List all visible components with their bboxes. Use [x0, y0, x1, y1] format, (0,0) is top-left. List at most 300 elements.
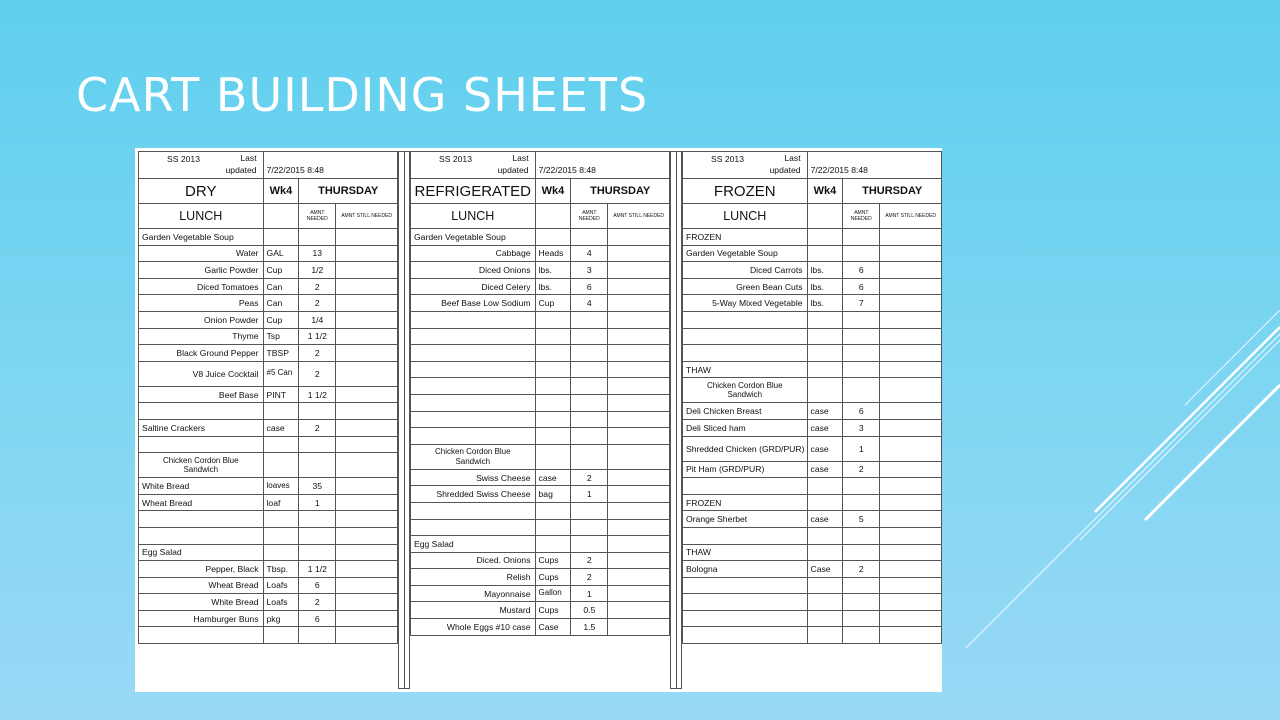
item-name-cell: White Bread: [139, 478, 264, 494]
amount-needed-cell: [843, 312, 880, 328]
sheet-title-row: [410, 178, 670, 203]
item-name-cell: Diced Carrots: [683, 262, 808, 278]
item-name-cell: [139, 437, 264, 453]
amount-needed-cell: [299, 403, 336, 419]
unit-text: lbs.: [538, 281, 552, 292]
amount-needed-cell: [571, 503, 608, 519]
cart-building-sheet: [135, 148, 942, 692]
table-row: [138, 419, 398, 436]
item-name-cell: Hamburger Buns: [139, 611, 264, 627]
item-name-cell: Bologna: [683, 561, 808, 577]
amount-still-needed-cell: [608, 602, 670, 618]
table-row: [682, 560, 942, 577]
table-row: [138, 610, 398, 627]
section-separator: [398, 151, 410, 689]
unit-cell: [536, 470, 572, 486]
unit-cell: [264, 627, 300, 643]
table-row: [410, 444, 670, 469]
unit-cell: [264, 545, 300, 561]
amount-still-needed-cell: [336, 437, 398, 453]
amount-needed-cell: 0.5: [571, 602, 608, 618]
amount-needed-cell: 6: [571, 279, 608, 295]
unit-cell: [536, 412, 572, 428]
amount-still-needed-cell: [608, 619, 670, 635]
item-name-cell: [683, 611, 808, 627]
amount-needed-cell: [571, 329, 608, 345]
amount-still-needed-cell: [336, 403, 398, 419]
unit-cell: [536, 362, 572, 378]
unit-cell: [264, 312, 300, 328]
table-row: [682, 527, 942, 544]
item-name-cell: Water: [139, 246, 264, 262]
unit-cell: [808, 262, 844, 278]
last-updated-label: [226, 153, 257, 176]
unit-text: Tbsp.: [266, 563, 289, 574]
amount-still-needed-cell: [336, 295, 398, 311]
table-row: [682, 626, 942, 644]
amount-needed-cell: [571, 395, 608, 411]
unit-text: case: [538, 472, 557, 483]
amount-needed-cell: 2: [299, 279, 336, 295]
amount-needed-cell: 1: [571, 586, 608, 602]
item-name-cell: [411, 312, 536, 328]
item-name-cell: Garden Vegetable Soup: [683, 246, 808, 262]
deco-line: [1095, 327, 1280, 512]
unit-cell: [264, 329, 300, 345]
amount-still-needed-cell: [880, 312, 942, 328]
unit-cell: [536, 246, 572, 262]
table-row: [410, 377, 670, 394]
amount-still-needed-cell: [608, 295, 670, 311]
amount-needed-cell: [843, 478, 880, 494]
item-name-cell: [411, 362, 536, 378]
amount-still-needed-cell: [608, 445, 670, 469]
item-name-cell: [683, 312, 808, 328]
item-name-cell: [411, 345, 536, 361]
table-row: [410, 278, 670, 295]
amount-needed-header: AMNT NEEDED: [299, 204, 336, 228]
amount-still-needed-cell: [880, 345, 942, 361]
table-row: [138, 560, 398, 577]
table-row: [410, 294, 670, 311]
item-name-cell: Wheat Bread: [139, 578, 264, 594]
amount-needed-cell: 2: [843, 561, 880, 577]
table-row: [410, 535, 670, 552]
amount-needed-cell: 1/4: [299, 312, 336, 328]
table-row: [410, 311, 670, 328]
unit-cell: [264, 594, 300, 610]
amount-still-needed-cell: [336, 528, 398, 544]
amount-still-needed-cell: [608, 378, 670, 394]
table-row: [682, 593, 942, 610]
table-row: [682, 245, 942, 262]
unit-cell: [264, 561, 300, 577]
storage-category-title: FROZEN: [683, 179, 808, 203]
item-name-cell: [139, 511, 264, 527]
column-header-row: [682, 203, 942, 228]
item-name-cell: Mayonnaise: [411, 586, 536, 602]
amount-still-needed-cell: [336, 594, 398, 610]
table-row: [682, 510, 942, 527]
amount-needed-cell: 6: [299, 578, 336, 594]
amount-still-needed-cell: [336, 229, 398, 245]
amount-still-needed-cell: [880, 495, 942, 511]
amount-needed-cell: 6: [843, 279, 880, 295]
deco-line: [966, 334, 1280, 648]
table-row: [410, 245, 670, 262]
table-row: [410, 261, 670, 278]
amount-needed-cell: [571, 378, 608, 394]
table-row: [682, 228, 942, 245]
unit-cell: [536, 345, 572, 361]
amount-needed-cell: [571, 345, 608, 361]
amount-needed-cell: [843, 246, 880, 262]
amount-needed-cell: 2: [571, 569, 608, 585]
amount-needed-cell: [843, 545, 880, 561]
unit-cell: [808, 594, 844, 610]
amount-needed-cell: [843, 528, 880, 544]
amount-still-needed-cell: [336, 453, 398, 477]
unit-cell: [536, 569, 572, 585]
unit-cell: [536, 395, 572, 411]
updated-date: 7/22/2015 8:48: [536, 152, 670, 178]
unit-cell: [808, 545, 844, 561]
column-header-row: [410, 203, 670, 228]
unit-cell: [264, 345, 300, 361]
item-name-cell: Chicken Cordon Blue Sandwich: [683, 378, 808, 402]
unit-cell: [264, 229, 300, 245]
table-row: [410, 469, 670, 486]
item-name-cell: Pit Ham (GRD/PUR): [683, 462, 808, 478]
amount-still-needed-cell: [608, 362, 670, 378]
item-name-cell: Pepper, Black: [139, 561, 264, 577]
meal-label: LUNCH: [683, 204, 808, 228]
unit-text: Case: [538, 621, 559, 632]
table-row: [138, 544, 398, 561]
item-name-cell: Relish: [411, 569, 536, 585]
unit-cell: [808, 279, 844, 295]
table-row: [410, 502, 670, 519]
week-label: Wk4: [536, 179, 572, 203]
amount-needed-cell: [571, 445, 608, 469]
item-name-cell: [683, 594, 808, 610]
amount-needed-cell: 2: [843, 462, 880, 478]
amount-still-needed-cell: [880, 420, 942, 436]
table-row: [138, 386, 398, 403]
amount-needed-cell: [299, 453, 336, 477]
unit-cell: [808, 495, 844, 511]
amount-still-needed-cell: [336, 545, 398, 561]
unit-text: case: [810, 406, 829, 417]
item-name-cell: Egg Salad: [411, 536, 536, 552]
unit-cell: [264, 495, 300, 511]
section-separator: [670, 151, 682, 689]
amount-still-needed-cell: [880, 462, 942, 478]
amount-still-needed-cell: [608, 246, 670, 262]
amount-still-needed-cell: [608, 520, 670, 536]
column-header-row: [138, 203, 398, 228]
amount-still-needed-cell: [336, 495, 398, 511]
last-updated-line: updated: [769, 165, 801, 175]
season-label: SS 2013: [167, 154, 200, 164]
amount-still-needed-cell: [608, 569, 670, 585]
unit-text: Loafs: [266, 597, 288, 608]
amount-needed-cell: [299, 545, 336, 561]
table-row: [682, 436, 942, 461]
amount-still-needed-cell: [608, 279, 670, 295]
sheet-grid: [138, 151, 939, 689]
deco-line: [1145, 385, 1280, 520]
table-row: [410, 344, 670, 361]
amount-still-needed-cell: [336, 345, 398, 361]
amount-needed-cell: [843, 594, 880, 610]
table-row: [682, 344, 942, 361]
amount-needed-cell: [571, 229, 608, 245]
amount-needed-cell: [843, 329, 880, 345]
item-name-cell: [683, 329, 808, 345]
last-updated-line: Last: [784, 153, 801, 164]
unit-cell: [264, 246, 300, 262]
unit-cell: [264, 478, 300, 494]
amount-needed-header: AMNT NEEDED: [843, 204, 880, 228]
item-name-cell: Wheat Bread: [139, 495, 264, 511]
unit-cell: [536, 279, 572, 295]
amount-still-needed-cell: [336, 246, 398, 262]
amount-still-needed-cell: [608, 395, 670, 411]
unit-cell: [264, 611, 300, 627]
amount-still-needed-cell: [336, 312, 398, 328]
unit-text: case: [810, 443, 829, 454]
amount-needed-cell: 13: [299, 246, 336, 262]
amount-still-needed-header: AMNT STILL NEEDED: [608, 204, 670, 228]
table-row: [410, 361, 670, 378]
amount-needed-cell: 1 1/2: [299, 329, 336, 345]
amount-still-needed-header: AMNT STILL NEEDED: [336, 204, 398, 228]
amount-needed-cell: 2: [299, 345, 336, 361]
unit-cell: [536, 262, 572, 278]
table-row: [138, 577, 398, 594]
table-row: [682, 261, 942, 278]
table-row: [138, 510, 398, 527]
amount-needed-cell: 1: [299, 495, 336, 511]
item-name-cell: Garlic Powder: [139, 262, 264, 278]
item-name-cell: Beef Base: [139, 387, 264, 403]
unit-cell: [264, 511, 300, 527]
meal-label: LUNCH: [139, 204, 264, 228]
unit-cell: [536, 378, 572, 394]
unit-text: Can: [266, 298, 283, 309]
amount-still-needed-cell: [336, 561, 398, 577]
amount-needed-cell: 1/2: [299, 262, 336, 278]
item-name-cell: THAW: [683, 362, 808, 378]
item-name-cell: Deli Chicken Breast: [683, 403, 808, 419]
last-updated-line: updated: [225, 165, 257, 175]
amount-needed-cell: [571, 536, 608, 552]
item-name-cell: [683, 478, 808, 494]
amount-still-needed-cell: [608, 329, 670, 345]
amount-still-needed-cell: [336, 478, 398, 494]
unit-text: TBSP: [266, 347, 289, 358]
item-name-cell: Beef Base Low Sodium: [411, 295, 536, 311]
amount-needed-cell: [843, 229, 880, 245]
unit-text: case: [810, 514, 829, 525]
item-name-cell: Whole Eggs #10 case: [411, 619, 536, 635]
amount-needed-cell: 1 1/2: [299, 561, 336, 577]
table-row: [138, 361, 398, 386]
unit-cell: [264, 437, 300, 453]
table-row: [682, 328, 942, 345]
unit-text: case: [810, 422, 829, 433]
last-updated-line: Last: [512, 153, 529, 164]
item-name-cell: Black Ground Pepper: [139, 345, 264, 361]
item-name-cell: [411, 428, 536, 444]
unit-cell: [536, 553, 572, 569]
last-updated-line: updated: [497, 165, 529, 175]
unit-text: Tsp: [266, 331, 280, 342]
unit-text: lbs.: [810, 264, 824, 275]
unit-cell: [808, 511, 844, 527]
sheet-header-row: [410, 151, 670, 178]
amount-needed-header: AMNT NEEDED: [571, 204, 608, 228]
item-name-cell: Diced Onions: [411, 262, 536, 278]
unit-cell: [808, 420, 844, 436]
unit-cell: [264, 362, 300, 386]
table-row: [138, 452, 398, 477]
item-name-cell: Saltine Crackers: [139, 420, 264, 436]
amount-needed-cell: 4: [571, 246, 608, 262]
table-row: [410, 394, 670, 411]
unit-text: Cups: [538, 605, 559, 616]
amount-needed-cell: 2: [299, 594, 336, 610]
amount-needed-cell: [571, 362, 608, 378]
amount-still-needed-cell: [880, 627, 942, 643]
storage-category-title: DRY: [139, 179, 264, 203]
unit-cell: [536, 602, 572, 618]
unit-text: Loafs: [266, 580, 288, 591]
amount-needed-cell: 2: [571, 553, 608, 569]
item-name-cell: Shredded Swiss Cheese: [411, 486, 536, 502]
amount-needed-cell: 2: [299, 362, 336, 386]
amount-needed-cell: 1 1/2: [299, 387, 336, 403]
unit-cell: [808, 627, 844, 643]
amount-needed-cell: [299, 511, 336, 527]
table-row: [410, 618, 670, 636]
item-name-cell: Thyme: [139, 329, 264, 345]
unit-cell: [264, 403, 300, 419]
amount-still-needed-cell: [880, 262, 942, 278]
last-updated-line: Last: [240, 153, 257, 164]
table-row: [682, 577, 942, 594]
item-name-cell: [411, 412, 536, 428]
table-row: [138, 593, 398, 610]
table-row: [682, 544, 942, 561]
unit-text: loaf: [266, 497, 281, 508]
amount-needed-cell: [843, 495, 880, 511]
table-row: [138, 494, 398, 511]
day-label: THURSDAY: [843, 179, 942, 203]
unit-cell: [808, 478, 844, 494]
table-row: [138, 228, 398, 245]
item-name-cell: [683, 578, 808, 594]
item-name-cell: [139, 627, 264, 643]
amount-needed-cell: [299, 437, 336, 453]
amount-needed-cell: 1: [571, 486, 608, 502]
day-label: THURSDAY: [571, 179, 670, 203]
amount-still-needed-cell: [880, 545, 942, 561]
item-name-cell: Mustard: [411, 602, 536, 618]
table-row: [682, 402, 942, 419]
amount-needed-cell: [571, 412, 608, 428]
table-row: [410, 228, 670, 245]
unit-text: Gallon: [538, 588, 562, 598]
amount-still-needed-cell: [880, 511, 942, 527]
table-row: [138, 261, 398, 278]
table-row: [410, 585, 670, 602]
deco-line: [1185, 310, 1280, 405]
amount-still-needed-cell: [880, 403, 942, 419]
table-row: [138, 278, 398, 295]
item-name-cell: V8 Juice Cocktail: [139, 362, 264, 386]
item-name-cell: [411, 329, 536, 345]
table-row: [410, 411, 670, 428]
amount-still-needed-cell: [336, 329, 398, 345]
amount-still-needed-cell: [608, 486, 670, 502]
item-name-cell: Peas: [139, 295, 264, 311]
table-row: [138, 294, 398, 311]
amount-needed-cell: 4: [571, 295, 608, 311]
season-label: SS 2013: [711, 154, 744, 164]
unit-column-header: [536, 204, 572, 228]
unit-cell: [264, 528, 300, 544]
unit-text: #5 Can: [266, 368, 293, 378]
unit-cell: [536, 619, 572, 635]
table-row: [138, 477, 398, 494]
sheet-header-row: [682, 151, 942, 178]
item-name-cell: Diced Celery: [411, 279, 536, 295]
unit-cell: [808, 295, 844, 311]
amount-needed-cell: 2: [571, 470, 608, 486]
item-name-cell: Diced. Onions: [411, 553, 536, 569]
unit-cell: [264, 295, 300, 311]
item-name-cell: Deli Sliced ham: [683, 420, 808, 436]
amount-still-needed-cell: [608, 503, 670, 519]
amount-needed-cell: 6: [299, 611, 336, 627]
item-name-cell: [683, 345, 808, 361]
amount-needed-cell: [299, 229, 336, 245]
sheet-header-row: [138, 151, 398, 178]
unit-cell: [808, 229, 844, 245]
table-row: [410, 427, 670, 444]
updated-date: 7/22/2015 8:48: [264, 152, 398, 178]
item-name-cell: [411, 395, 536, 411]
amount-needed-cell: [843, 627, 880, 643]
unit-text: lbs.: [810, 298, 824, 309]
amount-needed-cell: 3: [843, 420, 880, 436]
unit-cell: [808, 528, 844, 544]
amount-still-needed-cell: [336, 511, 398, 527]
item-name-cell: Egg Salad: [139, 545, 264, 561]
table-row: [138, 402, 398, 419]
unit-cell: [808, 345, 844, 361]
amount-needed-cell: 2: [299, 420, 336, 436]
season-label: SS 2013: [439, 154, 472, 164]
unit-cell: [808, 246, 844, 262]
amount-still-needed-cell: [336, 611, 398, 627]
amount-needed-cell: [571, 312, 608, 328]
amount-needed-cell: [843, 611, 880, 627]
unit-cell: [536, 503, 572, 519]
amount-still-needed-cell: [880, 561, 942, 577]
